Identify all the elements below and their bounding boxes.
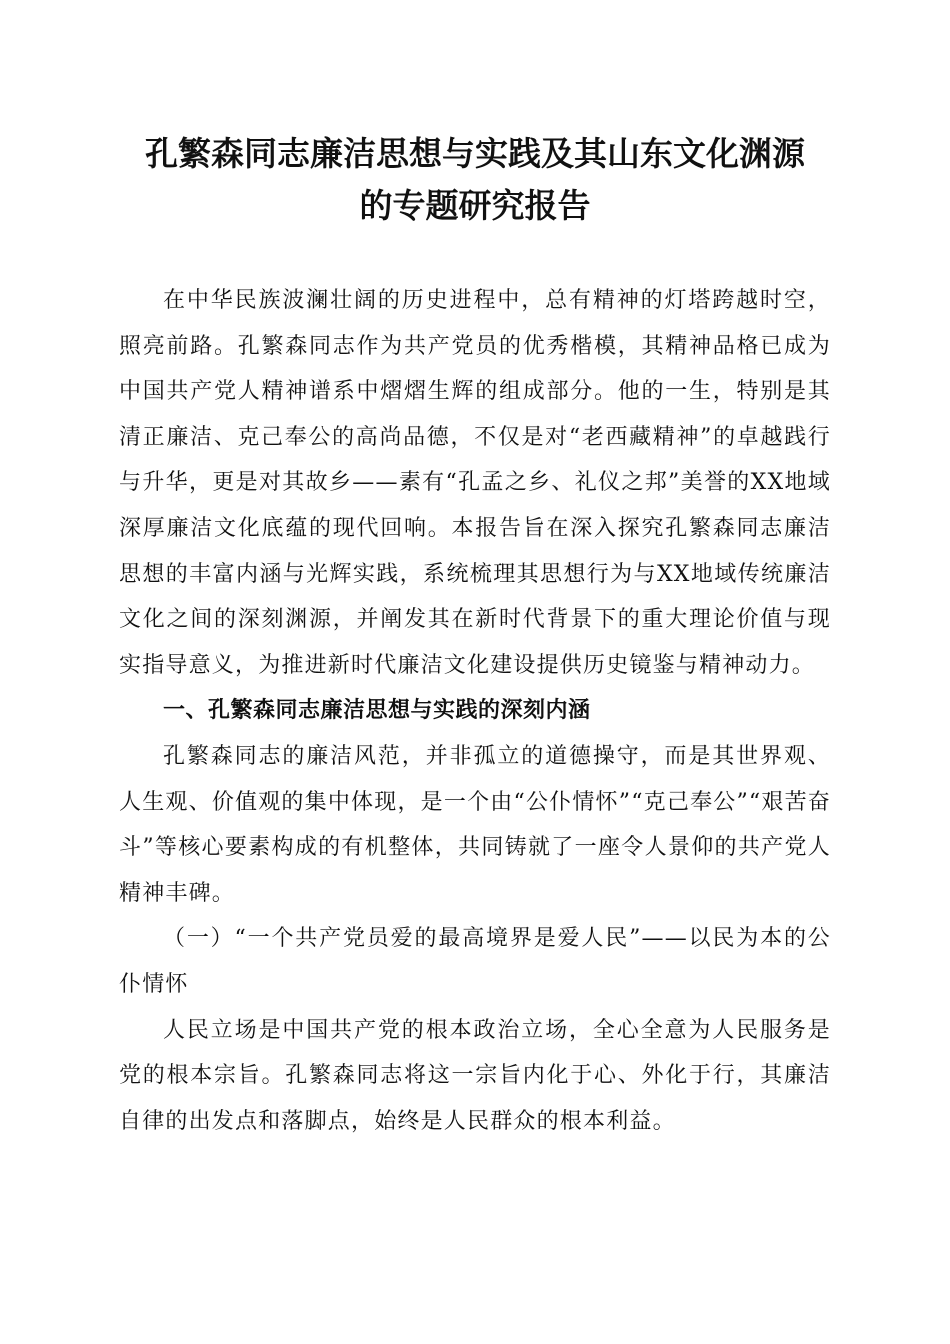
title-line-2: 的专题研究报告: [359, 186, 591, 225]
subsection-1-paragraph: 人民立场是中国共产党的根本政治立场，全心全意为人民服务是党的根本宗旨。孔繁森同志将这一宗旨内化于心、外化于行，其廉洁自律的出发点和落脚点，始终是人民群众的根本利益。: [119, 1017, 831, 1134]
section-1-paragraph: 孔繁森同志的廉洁风范，并非孤立的道德操守，而是其世界观、人生观、价值观的集中体现，是一个由“公仆情怀”“克己奉公”“艰苦奋斗”等核心要素构成的有机整体，共同铸就了一座令人景仰的共产党人精神丰碑。: [119, 743, 831, 906]
document-body: [119, 278, 831, 1144]
title-line-1: 孔繁森同志廉洁思想与实践及其山东文化渊源: [145, 134, 805, 173]
subsection-1-heading: （一）“一个共产党员爱的最高境界是爱人民”——以民为本的公仆情怀: [119, 926, 831, 997]
intro-paragraph: 在中华民族波澜壮阔的历史进程中，总有精神的灯塔跨越时空，照亮前路。孔繁森同志作为共产党员的优秀楷模，其精神品格已成为中国共产党人精神谱系中熠熠生辉的组成部分。他的一生，特别是其清正廉洁、克己奉公的高尚品德，不仅是对“老西藏精神”的卓越践行与升华，更是对其故乡——素有“孔孟之乡、礼仪之邦”美誉的XX地域深厚廉洁文化底蕴的现代回响。本报告旨在深入探究孔繁森同志廉洁思想的丰富内涵与光辉实践，系统梳理其思想行为与XX地域传统廉洁文化之间的深刻渊源，并阐发其在新时代背景下的重大理论价值与现实指导意义，为推进新时代廉洁文化建设提供历史镜鉴与精神动力。: [119, 288, 831, 678]
document-title: [100, 128, 850, 232]
section-1-heading: 一、孔繁森同志廉洁思想与实践的深刻内涵: [163, 698, 591, 724]
